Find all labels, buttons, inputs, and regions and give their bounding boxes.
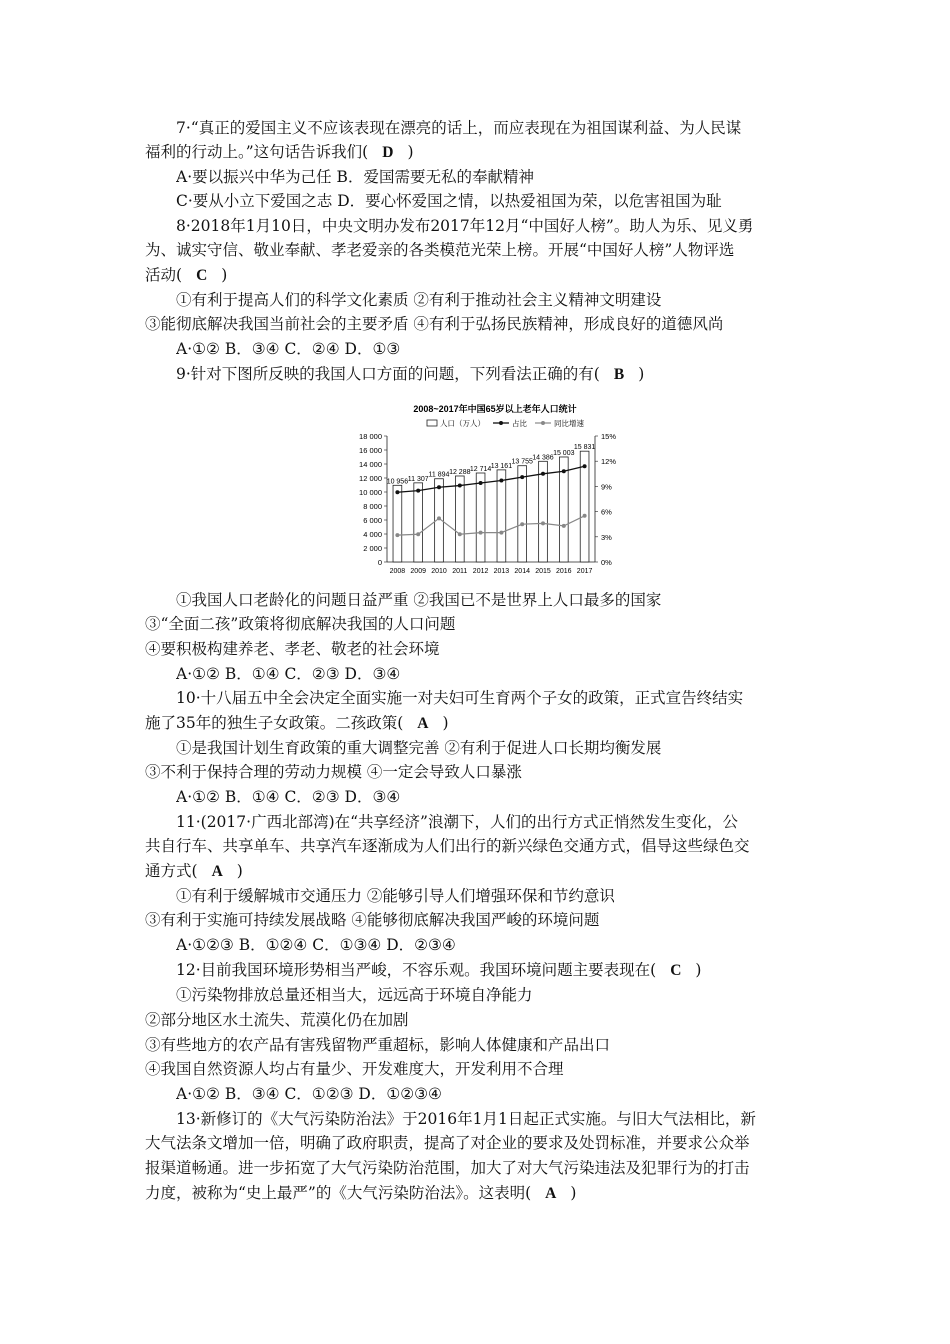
q9-statement-4: ④要积极构建养老、孝老、敬老的社会环境 xyxy=(145,640,440,658)
y-left-tick-label: 10 000 xyxy=(359,488,382,497)
q12-statement-2: ②部分地区水土流失、荒漠化仍在加剧 xyxy=(145,1011,409,1029)
x-tick-label: 2011 xyxy=(452,568,468,575)
population-bar xyxy=(414,483,423,562)
population-bar xyxy=(476,473,485,562)
q8-stem-line-2: 为、诚实守信、敬业奉献、孝老爱亲的各类模范光荣上榜。开展“中国好人榜”人物评选 xyxy=(145,241,735,259)
q7-stem-line-1: 7·“真正的爱国主义不应该表现在漂亮的话上，而应表现在为祖国谋利益、为人民谋 xyxy=(176,119,742,137)
q9-answer: B xyxy=(613,366,625,383)
q11-options: A·①②③ B．①②④ C．①③④ D．②③④ xyxy=(176,936,456,954)
share-point xyxy=(479,481,483,485)
q13-stem-line-4: 力度，被称为“史上最严”的《大气污染防治法》。这表明( A ) xyxy=(145,1184,577,1202)
share-point xyxy=(437,485,441,489)
growth-point xyxy=(416,532,420,536)
y-left-tick-label: 8 000 xyxy=(363,502,382,511)
q12-statement-4: ④我国自然资源人均占有量少、开发难度大，开发利用不合理 xyxy=(145,1060,564,1078)
share-point xyxy=(520,475,524,479)
y-left-tick-label: 2 000 xyxy=(363,544,382,553)
q13-stem-line-2: 大气法条文增加一倍，明确了政府职责，提高了对企业的要求及处罚标准，并要求公众举 xyxy=(145,1134,750,1152)
bar-value-label: 12 714 xyxy=(469,466,492,474)
q8-stem-line-3: 活动( C ) xyxy=(145,266,228,284)
y-right-tick-label: 0% xyxy=(601,558,612,567)
q12-stem: 12·目前我国环境形势相当严峻，不容乐观。我国环境问题主要表现在( C ) xyxy=(176,961,702,979)
growth-point xyxy=(499,531,503,535)
chart-title: 2008~2017年中国65岁以上老年人口统计 xyxy=(413,404,577,414)
q8-stem-line-1: 8·2018年1月10日，中央文明办发布2017年12月“中国好人榜”。助人为乐、见义勇 xyxy=(176,217,754,235)
chart-legend xyxy=(427,418,584,428)
q10-options: A·①② B．①④ C．②③ D．③④ xyxy=(176,788,401,806)
y-left-tick-label: 6 000 xyxy=(363,516,382,525)
bar-value-label: 11 894 xyxy=(428,471,450,479)
y-left-tick-label: 4 000 xyxy=(363,530,382,539)
bar-value-label: 14 386 xyxy=(532,454,554,462)
legend-share-label: 占比 xyxy=(512,419,527,428)
share-point xyxy=(395,490,399,494)
q9-statement-1-2: ①我国人口老龄化的问题日益严重 ②我国已不是世界上人口最多的国家 xyxy=(176,591,662,609)
x-tick-label: 2017 xyxy=(576,568,593,575)
share-point xyxy=(458,484,462,488)
growth-line xyxy=(397,516,584,535)
x-tick-label: 2010 xyxy=(431,568,447,575)
growth-point xyxy=(583,514,587,518)
q11-statement-1-2: ①有利于缓解城市交通压力 ②能够引导人们增强环保和节约意识 xyxy=(176,887,615,905)
q8-answer: C xyxy=(196,267,208,284)
x-tick-label: 2014 xyxy=(514,568,530,575)
growth-point xyxy=(437,516,441,520)
bar-value-label: 10 956 xyxy=(386,478,409,486)
bar-value-label: 12 288 xyxy=(449,468,471,476)
q10-stem-line-1: 10·十八届五中全会决定全面实施一对夫妇可生育两个子女的政策，正式宣告终结实 xyxy=(176,689,744,707)
q11-stem-line-2: 共自行车、共享单车、共享汽车逐渐成为人们出行的新兴绿色交通方式，倡导这些绿色交 xyxy=(145,837,750,855)
q12-statement-3: ③有些地方的农产品有害残留物严重超标，影响人体健康和产品出口 xyxy=(145,1036,611,1054)
legend-share-marker xyxy=(499,421,503,425)
q11-answer: A xyxy=(211,863,223,880)
q11-statement-3-4: ③有利于实施可持续发展战略 ④能够彻底解决我国严峻的环境问题 xyxy=(145,911,600,929)
growth-point xyxy=(541,521,545,525)
population-bar xyxy=(497,470,506,562)
bar-value-label: 11 307 xyxy=(407,475,429,483)
y-left-tick-label: 0 xyxy=(377,558,382,567)
chart-canvas xyxy=(345,400,645,578)
y-left-tick-label: 14 000 xyxy=(359,460,382,469)
share-point xyxy=(562,469,566,473)
population-bar xyxy=(393,485,402,562)
y-right-tick-label: 3% xyxy=(601,532,612,542)
legend-growth-label: 同比增速 xyxy=(554,419,584,428)
growth-point xyxy=(395,533,399,537)
bar-value-label: 13 161 xyxy=(490,462,513,470)
bar-value-label: 15 831 xyxy=(573,444,596,452)
y-right-tick-label: 9% xyxy=(601,482,612,492)
legend-bar-swatch xyxy=(427,420,437,426)
q9-statement-3: ③“全面二孩”政策将彻底解决我国的人口问题 xyxy=(145,615,456,633)
q12-options: A·①② B．③④ C．①②③ D．①②③④ xyxy=(176,1085,442,1103)
q10-statement-3-4: ③不利于保持合理的劳动力规模 ④一定会导致人口暴涨 xyxy=(145,763,522,781)
q9-options: A·①② B．①④ C．②③ D．③④ xyxy=(176,665,401,683)
x-tick-label: 2008 xyxy=(389,568,406,575)
population-bar xyxy=(455,476,464,562)
y-left-tick-label: 16 000 xyxy=(359,446,382,455)
y-left-tick-label: 12 000 xyxy=(359,474,382,483)
growth-point xyxy=(520,522,524,526)
bar-value-label: 13 755 xyxy=(511,458,533,466)
q10-answer: A xyxy=(417,715,429,732)
legend-population-label: 人口（万人） xyxy=(440,419,485,428)
q11-stem-line-3: 通方式( A ) xyxy=(145,862,243,880)
q7-options-ab: A·要以振兴中华为己任 B．爱国需要无私的奉献精神 xyxy=(176,168,534,186)
q8-statement-1-2: ①有利于提高人们的科学文化素质 ②有利于推动社会主义精神文明建设 xyxy=(176,291,662,309)
q7-answer: D xyxy=(382,144,394,161)
x-tick-label: 2015 xyxy=(535,568,551,575)
y-right-tick-label: 6% xyxy=(601,507,612,517)
share-point xyxy=(499,479,503,483)
y-left-tick-label: 18 000 xyxy=(359,432,382,441)
q8-statement-3-4: ③能彻底解决我国当前社会的主要矛盾 ④有利于弘扬民族精神，形成良好的道德风尚 xyxy=(145,315,724,333)
share-point xyxy=(416,489,420,493)
growth-point xyxy=(562,524,566,528)
growth-point xyxy=(479,531,483,535)
y-right-tick-label: 15% xyxy=(601,432,617,441)
population-bar xyxy=(518,466,527,562)
share-point xyxy=(583,464,587,468)
q12-answer: C xyxy=(670,962,682,979)
x-tick-label: 2009 xyxy=(410,568,426,575)
q10-stem-line-2: 施了35年的独生子女政策。二孩政策( A ) xyxy=(145,714,449,732)
elderly-population-chart xyxy=(345,400,645,578)
q7-options-cd: C·要从小立下爱国之志 D．要心怀爱国之情，以热爱祖国为荣，以危害祖国为耻 xyxy=(176,192,722,210)
legend-growth-marker xyxy=(541,421,545,425)
x-tick-label: 2016 xyxy=(556,568,572,575)
bar-value-label: 15 003 xyxy=(553,449,575,457)
population-bar xyxy=(539,461,548,562)
q8-options: A·①② B．③④ C．②④ D．①③ xyxy=(176,340,401,358)
q13-stem-line-3: 报渠道畅通。进一步拓宽了大气污染防治范围，加大了对大气污染违法及犯罪行为的打击 xyxy=(145,1159,750,1177)
q9-stem: 9·针对下图所反映的我国人口方面的问题，下列看法正确的有( B ) xyxy=(176,365,645,383)
share-point xyxy=(541,472,545,476)
q13-stem-line-1: 13·新修订的《大气污染防治法》于2016年1月1日起正式实施。与旧大气法相比，新 xyxy=(176,1110,756,1128)
q7-stem-line-2: 福利的行动上。”这句话告诉我们( D ) xyxy=(145,143,414,161)
q12-statement-1: ①污染物排放总量还相当大，远远高于环境自净能力 xyxy=(176,986,533,1004)
x-tick-label: 2012 xyxy=(472,568,489,575)
x-tick-label: 2013 xyxy=(493,568,510,575)
y-right-tick-label: 12% xyxy=(601,457,617,467)
q10-statement-1-2: ①是我国计划生育政策的重大调整完善 ②有利于促进人口长期均衡发展 xyxy=(176,739,662,757)
q13-answer: A xyxy=(545,1185,557,1202)
q11-stem-line-1: 11·(2017·广西北部湾)在“共享经济”浪潮下，人们的出行方式正悄然发生变化，公 xyxy=(176,813,738,831)
growth-point xyxy=(458,532,462,536)
